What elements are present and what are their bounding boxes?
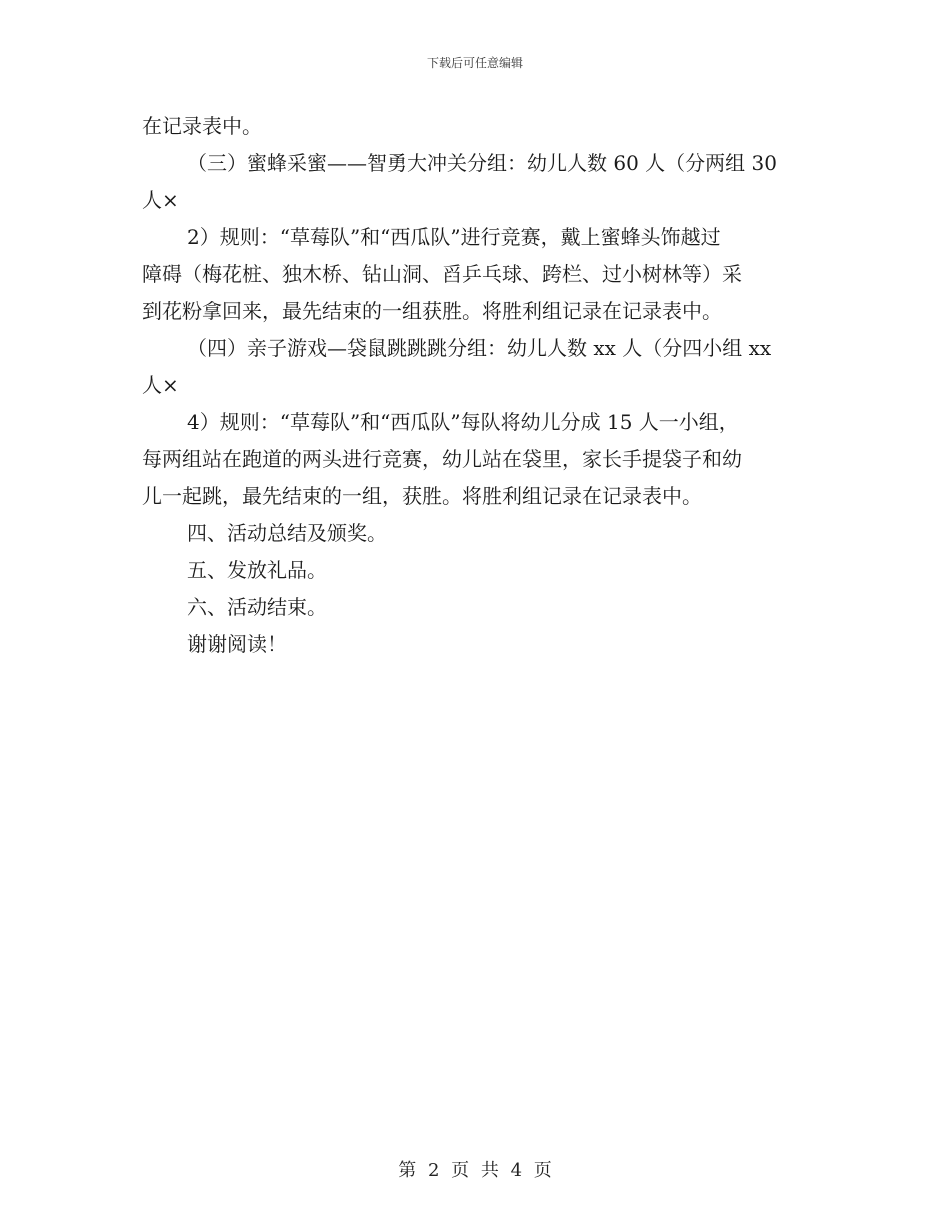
paragraph-line: 四、活动总结及颁奖。 [187,521,387,545]
paragraph-line: 每两组站在跑道的两头进行竞赛，幼儿站在袋里，家长手提袋子和幼 [142,447,742,471]
paragraph-line: 六、活动结束。 [187,595,327,619]
document-body [142,108,810,663]
paragraph-line: 障碍（梅花桩、独木桥、钻山洞、舀乒乓球、跨栏、过小树林等）采 [142,262,742,286]
page-number-footer: 第 2 页 共 4 页 [398,1160,552,1181]
paragraph-line: 到花粉拿回来，最先结束的一组获胜。将胜利组记录在记录表中。 [142,299,722,323]
paragraph-line: 人× [142,373,179,397]
paragraph-line: 儿一起跳，最先结束的一组，获胜。将胜利组记录在记录表中。 [142,484,702,508]
paragraph-line: 人× [142,188,179,212]
paragraph-line: 在记录表中。 [142,114,262,138]
paragraph-line: （三）蜜蜂采蜜——智勇大冲关分组：幼儿人数 60 人（分两组 30 [187,151,777,175]
header-note: 下载后可任意编辑 [426,56,523,70]
paragraph-line: 4）规则：“草莓队”和“西瓜队”每队将幼儿分成 15 人一小组， [187,410,739,434]
paragraph-line: 谢谢阅读！ [187,632,287,656]
paragraph-line: （四）亲子游戏—袋鼠跳跳跳分组：幼儿人数 xx 人（分四小组 xx [187,336,772,360]
paragraph-line: 五、发放礼品。 [187,558,327,582]
paragraph-line: 2）规则：“草莓队”和“西瓜队”进行竞赛，戴上蜜蜂头饰越过 [187,225,721,249]
